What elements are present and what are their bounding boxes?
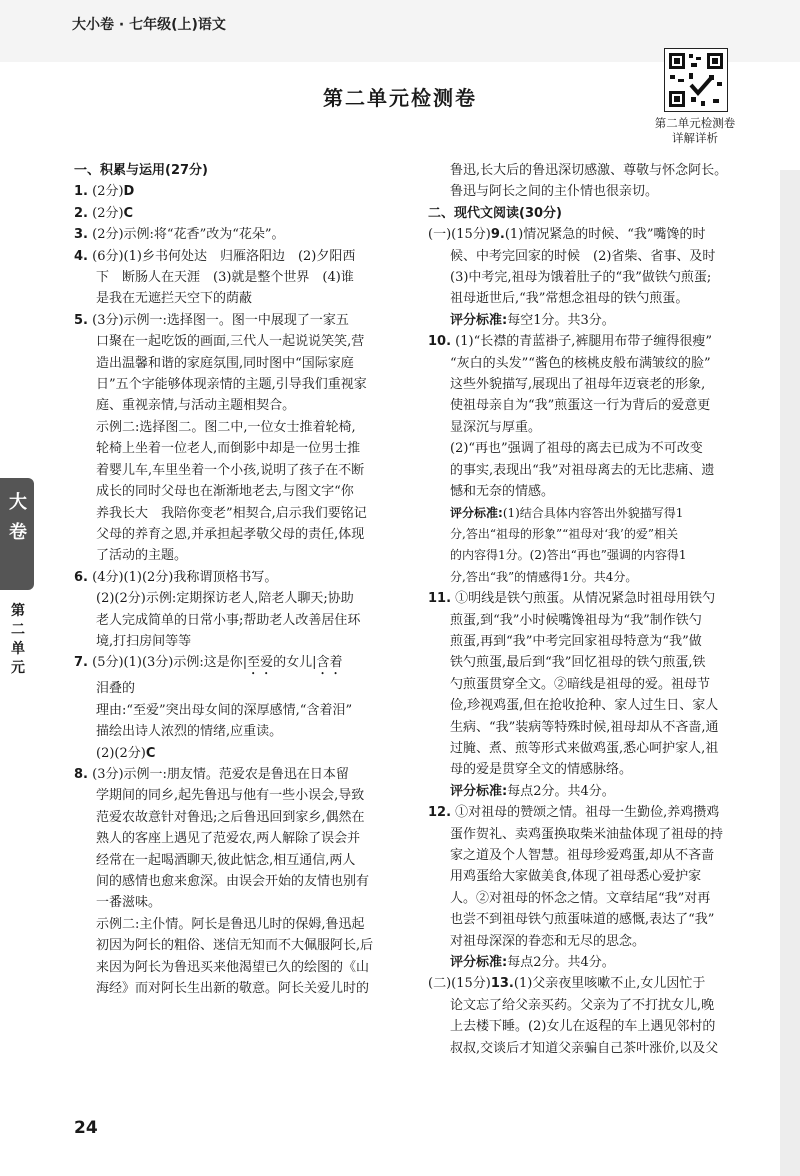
answer-line: (3)中考完,祖母为饿着肚子的“我”做铁勺煎蛋; — [450, 270, 712, 286]
answer-item-6 — [74, 567, 419, 653]
answer-line: 描绘出诗人浓烈的情绪,应重读。 — [96, 724, 283, 740]
answer-line: 煎蛋,到“我”小时候嘴馋祖母为“我”制作铁勺 — [450, 612, 702, 628]
answer-line: 蛋作贺礼、卖鸡蛋换取柴米油盐体现了祖母的持 — [450, 826, 724, 842]
answer-line: (5分)(1)(3分)示例:这是你| — [92, 655, 248, 671]
answer-line: 是我在无遮拦天空下的荫蔽 — [96, 291, 253, 307]
answer-text: (2分) — [92, 205, 124, 221]
answer-line: 间的感情也愈来愈深。由误会开始的友情也别有 — [96, 874, 370, 889]
side-tab-char: 大 — [9, 492, 27, 513]
scoring-criteria — [428, 952, 776, 973]
book-tag: 大小卷 · 七年级(上)语文 — [72, 17, 226, 33]
answer-line: 范爱农故意针对鲁迅;之后鲁迅回到家乡,偶然在 — [96, 809, 365, 825]
answer-line: (1)情况紧急的时候、“我”嘴馋的时 — [504, 227, 706, 243]
question-number: 6. — [74, 569, 88, 585]
answer-line: 轮椅上坐着一位老人,而倒影中却是一位男士推 — [96, 441, 361, 457]
answer-line: 理由:“至爱”突出母女间的深厚感情,“含着泪” — [96, 702, 353, 718]
answer-line: (2)(2分)示例:定期探访老人,陪老人聊天;协助 — [96, 591, 354, 607]
answer-line: 下 断肠人在天涯 (3)就是整个世界 (4)谁 — [96, 270, 354, 286]
question-number: 7. — [74, 655, 88, 671]
answer-line: 对祖母深深的眷恋和无尽的思念。 — [450, 933, 646, 949]
answer-line: 的事实,表现出“我”对祖母离去的无比悲痛、遗 — [450, 462, 715, 478]
scoring-text: 分,答出“祖母的形象”“祖母对‘我’的爱”相关 — [450, 526, 678, 541]
scoring-text: 每空1分。共3分。 — [507, 312, 615, 328]
answer-line: 这些外貌描写,展现出了祖母年迈衰老的形象, — [450, 377, 706, 393]
page-title: 第二单元检测卷 — [323, 86, 477, 110]
answer-line: 泪叠的 — [96, 681, 136, 697]
answer-line: 煎蛋,再到“我”中考完回家祖母特意为“我”做 — [450, 633, 702, 649]
question-number: 13. — [490, 976, 514, 992]
answer-line: 来因为阿长为鲁迅买来他渴望已久的绘图的《山 — [96, 959, 370, 975]
answer-line: 经常在一起喝酒聊天,彼此惦念,相互通信,两人 — [96, 852, 356, 868]
answer-line: “灰白的头发”“酱色的核桃皮般布满皱纹的脸” — [450, 355, 711, 371]
scoring-text: 每点2分。共4分。 — [507, 783, 615, 799]
scoring-label: 评分标准: — [450, 955, 508, 971]
answer-line: 熟人的客座上遇见了范爱农,两人解除了误会并 — [96, 831, 361, 847]
question-number: 4. — [74, 248, 88, 264]
answer-line: 候、中考完回家的时候 (2)省柴、省事、及时 — [450, 248, 716, 264]
answer-line: 过腌、煮、煎等形式来做鸡蛋,悉心呵护家人,祖 — [450, 740, 719, 756]
answer-item-9 — [428, 224, 776, 331]
answer-line: 日”五个字能够体现亲情的主题,引导我们重视家 — [96, 377, 367, 393]
section-heading: 二、现代文阅读(30分) — [428, 205, 562, 221]
answer-line: 成长的同时父母也在渐渐地老去,与图文字“你 — [96, 484, 354, 500]
answer-line: (3分)示例一:选择图一。图一中展现了一家五 — [92, 312, 349, 328]
answer-choice: C — [123, 205, 134, 221]
answer-item-7 — [74, 652, 419, 764]
answer-line: 家之道及个人智慧。祖母珍爱鸡蛋,却从不吝啬 — [450, 848, 715, 863]
answer-line: 示例二:主仆情。阿长是鲁迅儿时的保姆,鲁迅起 — [96, 916, 365, 932]
answer-line: 用鸡蛋给大家做美食,体现了祖母悉心爱护家 — [450, 869, 702, 885]
scoring-label: 评分标准: — [450, 783, 508, 799]
answer-line: (1)父亲夜里咳嗽不止,女儿因忙于 — [513, 976, 706, 992]
question-number: 1. — [74, 184, 88, 200]
answer-line: 俭,珍视鸡蛋,但在抢收抢种、家人过生日、家人 — [450, 698, 719, 714]
answer-line: 论文忘了给父亲买药。父亲为了不打扰女儿,晚 — [450, 997, 715, 1013]
answer-line: 母的爱是贯穿全文的情感脉络。 — [450, 762, 633, 778]
answer-line: ①对祖母的赞颂之情。祖母一生勤俭,养鸡攒鸡 — [455, 805, 720, 821]
answer-line: 鲁迅与阿长之间的主仆情也很亲切。 — [450, 184, 659, 200]
side-unit-char: 元 — [11, 660, 25, 676]
qr-caption-line: 第二单元检测卷 — [654, 116, 736, 130]
scoring-text: 分,答出“我”的情感得1分。共4分。 — [450, 569, 638, 584]
answer-item-5 — [74, 310, 419, 567]
answer-line: 初因为阿长的粗俗、迷信无知而不大佩服阿长,后 — [96, 938, 374, 954]
side-unit-char: 单 — [11, 641, 25, 657]
answer-text: (2分) — [92, 184, 124, 200]
answer-line: 显深沉与厚重。 — [450, 419, 542, 435]
side-unit-char: 第 — [11, 603, 25, 619]
scoring-text: (1)结合具体内容答出外貌描写得1 — [502, 505, 684, 520]
answer-item-13 — [428, 973, 776, 1059]
answer-line: 学期间的同乡,起先鲁迅与他有一些小误会,导致 — [96, 788, 365, 804]
answer-line: 使祖母亲自为“我”煎蛋这一行为背后的爱意更 — [450, 398, 711, 414]
answer-line: ①明线是铁勺煎蛋。从情况紧急时祖母用铁勺 — [455, 591, 716, 607]
answer-item-8 — [74, 764, 419, 999]
part-label: (一)(15分) — [428, 227, 491, 243]
answer-text: (2分)示例:将“花香”改为“花朵”。 — [92, 227, 285, 243]
question-number: 5. — [74, 312, 88, 328]
part-label: (二)(15分) — [428, 976, 491, 992]
answer-item-10 — [428, 331, 776, 588]
answer-item-12 — [428, 802, 776, 973]
answer-line: 了活动的主题。 — [96, 548, 188, 564]
answer-line: 示例二:选择图二。图二中,一位女士推着轮椅, — [96, 419, 356, 435]
section-heading: 一、积累与运用(27分) — [74, 163, 208, 178]
stressed-word: 含着 — [316, 655, 343, 671]
answer-line: (1)“长襟的青蓝褂子,裤腿用布带子缠得很瘦” — [455, 334, 713, 350]
answer-line: 生病、“我”装病等特殊时候,祖母却从不吝啬,通 — [450, 719, 719, 735]
scoring-criteria — [428, 781, 776, 802]
answer-line: 造出温馨和谐的家庭氛围,同时图中“国际家庭 — [96, 355, 354, 371]
answer-line: (6分)(1)乡书何处达 归雁洛阳边 (2)夕阳西 — [92, 248, 356, 264]
qr-caption — [640, 116, 750, 146]
answer-line: 的女儿| — [273, 655, 317, 671]
qr-caption-line: 详解详析 — [672, 131, 718, 145]
answer-line: 境,打扫房间等等 — [96, 633, 192, 649]
answer-line: (2)“再也”强调了祖母的离去已成为不可改变 — [450, 441, 703, 457]
right-column — [428, 160, 776, 1059]
answer-item-11 — [428, 588, 776, 802]
answer-line: 口聚在一起吃饭的画面,三代人一起说说笑笑,营 — [96, 334, 365, 350]
answer-item-3 — [74, 224, 419, 245]
question-number: 3. — [74, 227, 88, 243]
scoring-text: 的内容得1分。(2)答出“再也”强调的内容得1 — [450, 548, 687, 563]
answer-line: 老人完成简单的日常小事;帮助老人改善居住环 — [96, 612, 361, 628]
side-tab — [0, 478, 34, 590]
question-number: 12. — [428, 805, 452, 821]
answer-line: 也尝不到祖母铁勺煎蛋味道的感慨,表达了“我” — [450, 912, 715, 928]
left-column — [74, 160, 419, 999]
answer-line: 铁勺煎蛋,最后到“我”回忆祖母的铁勺煎蛋,铁 — [450, 655, 706, 671]
answer-item-2 — [74, 203, 419, 224]
answer-choice: C — [145, 745, 156, 761]
answer-line: 叔叔,交谈后才知道父亲骗自己茶叶涨价,以及父 — [450, 1040, 719, 1056]
scoring-criteria — [428, 310, 776, 331]
answer-line: 鲁迅,长大后的鲁迅深切感激、尊敬与怀念阿长。 — [450, 163, 728, 178]
answer-line: (2)(2分) — [96, 745, 146, 761]
answer-line: 父母的养育之恩,并承担起孝敬父母的责任,体现 — [96, 526, 365, 542]
answer-line: 着婴儿车,车里坐着一个小孩,说明了孩子在不断 — [96, 462, 365, 478]
page-edge-shade — [780, 170, 800, 1176]
scoring-criteria — [428, 503, 776, 524]
answer-line: 海经》而对阿长生出新的敬意。阿长关爱儿时的 — [96, 981, 370, 997]
scoring-label: 评分标准: — [450, 505, 503, 520]
scoring-text: 每点2分。共4分。 — [507, 955, 615, 971]
answer-line: (3分)示例一:朋友情。范爱农是鲁迅在日本留 — [92, 766, 349, 782]
answer-line: 一番滋味。 — [96, 895, 162, 911]
scoring-label: 评分标准: — [450, 312, 508, 328]
page-number: 24 — [74, 1118, 98, 1138]
answer-line: 勺煎蛋贯穿全文。②暗线是祖母的爱。祖母节 — [450, 676, 711, 692]
answer-line: 人。②对祖母的怀念之情。文章结尾“我”对再 — [450, 890, 711, 906]
answer-choice: D — [123, 184, 135, 200]
answer-line: 庭、重视亲情,与活动主题相契合。 — [96, 398, 296, 414]
answer-line: 憾和无奈的情感。 — [450, 484, 555, 500]
side-unit-label — [8, 602, 28, 678]
answer-item-1 — [74, 181, 419, 202]
stressed-word: 至爱 — [247, 655, 274, 671]
side-unit-char: 二 — [11, 622, 25, 638]
answer-line: 祖母逝世后,“我”常想念祖母的铁勺煎蛋。 — [450, 291, 689, 307]
answer-item-4 — [74, 246, 419, 310]
answer-line: 养我长大 我陪你变老”相契合,启示我们要铭记 — [96, 505, 367, 521]
question-number: 10. — [428, 334, 452, 350]
side-tab-char: 卷 — [9, 522, 27, 543]
qr-code-icon[interactable] — [664, 48, 728, 112]
question-number: 9. — [490, 227, 505, 243]
answer-line: (4分)(1)(2分)我称谓顶格书写。 — [92, 569, 278, 585]
question-number: 8. — [74, 766, 88, 782]
answer-line: 上去楼下睡。(2)女儿在返程的车上遇见邻村的 — [450, 1019, 716, 1035]
question-number: 2. — [74, 205, 88, 221]
question-number: 11. — [428, 591, 452, 607]
